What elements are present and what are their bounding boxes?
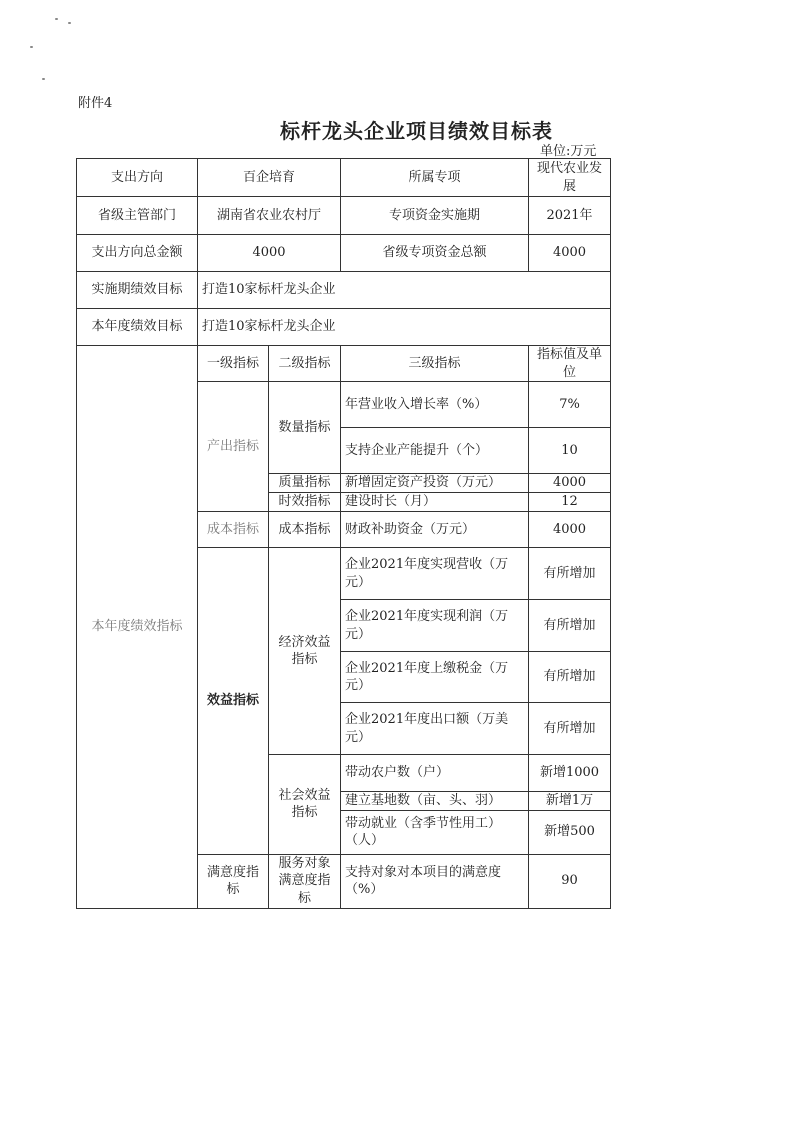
period-goal-label: 实施期绩效目标 <box>77 272 198 309</box>
cost-value: 4000 <box>529 512 611 548</box>
period-goal-value: 打造10家标杆龙头企业 <box>198 272 611 309</box>
direction-label: 支出方向 <box>77 159 198 197</box>
economic-indicator: 经济效益指标 <box>269 548 341 755</box>
indicator-section-label: 本年度绩效指标 <box>77 346 198 909</box>
cost-sub-indicator: 成本指标 <box>269 512 341 548</box>
benefit-indicator: 效益指标 <box>198 548 269 855</box>
prov-total-value: 4000 <box>529 235 611 272</box>
satisfaction-indicator: 满意度指标 <box>198 854 269 908</box>
s1-name: 带动农户数（户） <box>341 755 529 792</box>
s2-value: 新增1万 <box>529 792 611 811</box>
scan-speck <box>30 46 33 48</box>
e4-name: 企业2021年度出口额（万美元） <box>341 703 529 755</box>
q1-value: 7% <box>529 382 611 428</box>
header-level3: 三级指标 <box>341 346 529 382</box>
performance-table <box>76 158 611 909</box>
header-level2: 二级指标 <box>269 346 341 382</box>
dept-label: 省级主管部门 <box>77 197 198 235</box>
e2-value: 有所增加 <box>529 600 611 652</box>
q1-name: 年营业收入增长率（%） <box>341 382 529 428</box>
header-level1: 一级指标 <box>198 346 269 382</box>
q2-name: 支持企业产能提升（个） <box>341 428 529 474</box>
social-indicator: 社会效益指标 <box>269 755 341 855</box>
scan-speck <box>55 18 58 20</box>
year-goal-label: 本年度绩效目标 <box>77 309 198 346</box>
quantity-indicator: 数量指标 <box>269 382 341 474</box>
timeliness-indicator: 时效指标 <box>269 493 341 512</box>
period-value: 2021年 <box>529 197 611 235</box>
quality-value: 4000 <box>529 474 611 493</box>
scan-speck <box>42 78 45 80</box>
direction-value: 百企培育 <box>198 159 341 197</box>
prov-total-label: 省级专项资金总额 <box>341 235 529 272</box>
time-value: 12 <box>529 493 611 512</box>
satisfaction-name: 支持对象对本项目的满意度（%） <box>341 854 529 908</box>
project-value: 现代农业发展 <box>529 159 611 197</box>
total-label: 支出方向总金额 <box>77 235 198 272</box>
attachment-label: 附件4 <box>78 96 113 111</box>
time-name: 建设时长（月） <box>341 493 529 512</box>
dept-value: 湖南省农业农村厅 <box>198 197 341 235</box>
page-title: 标杆龙头企业项目绩效目标表 <box>280 119 553 143</box>
total-value: 4000 <box>198 235 341 272</box>
e3-value: 有所增加 <box>529 652 611 703</box>
s1-value: 新增1000 <box>529 755 611 792</box>
s3-value: 新增500 <box>529 810 611 854</box>
satisfaction-sub-indicator: 服务对象满意度指标 <box>269 854 341 908</box>
project-label: 所属专项 <box>341 159 529 197</box>
s2-name: 建立基地数（亩、头、羽） <box>341 792 529 811</box>
q2-value: 10 <box>529 428 611 474</box>
satisfaction-value: 90 <box>529 854 611 908</box>
cost-name: 财政补助资金（万元） <box>341 512 529 548</box>
e2-name: 企业2021年度实现利润（万元） <box>341 600 529 652</box>
cost-indicator: 成本指标 <box>198 512 269 548</box>
quality-indicator: 质量指标 <box>269 474 341 493</box>
scan-speck <box>68 22 71 24</box>
year-goal-value: 打造10家标杆龙头企业 <box>198 309 611 346</box>
unit-label: 单位:万元 <box>540 144 597 159</box>
e1-name: 企业2021年度实现营收（万元） <box>341 548 529 600</box>
period-label: 专项资金实施期 <box>341 197 529 235</box>
e4-value: 有所增加 <box>529 703 611 755</box>
output-indicator: 产出指标 <box>198 382 269 512</box>
header-value: 指标值及单位 <box>529 346 611 382</box>
s3-name: 带动就业（含季节性用工）（人） <box>341 810 529 854</box>
e3-name: 企业2021年度上缴税金（万元） <box>341 652 529 703</box>
e1-value: 有所增加 <box>529 548 611 600</box>
quality-name: 新增固定资产投资（万元） <box>341 474 529 493</box>
